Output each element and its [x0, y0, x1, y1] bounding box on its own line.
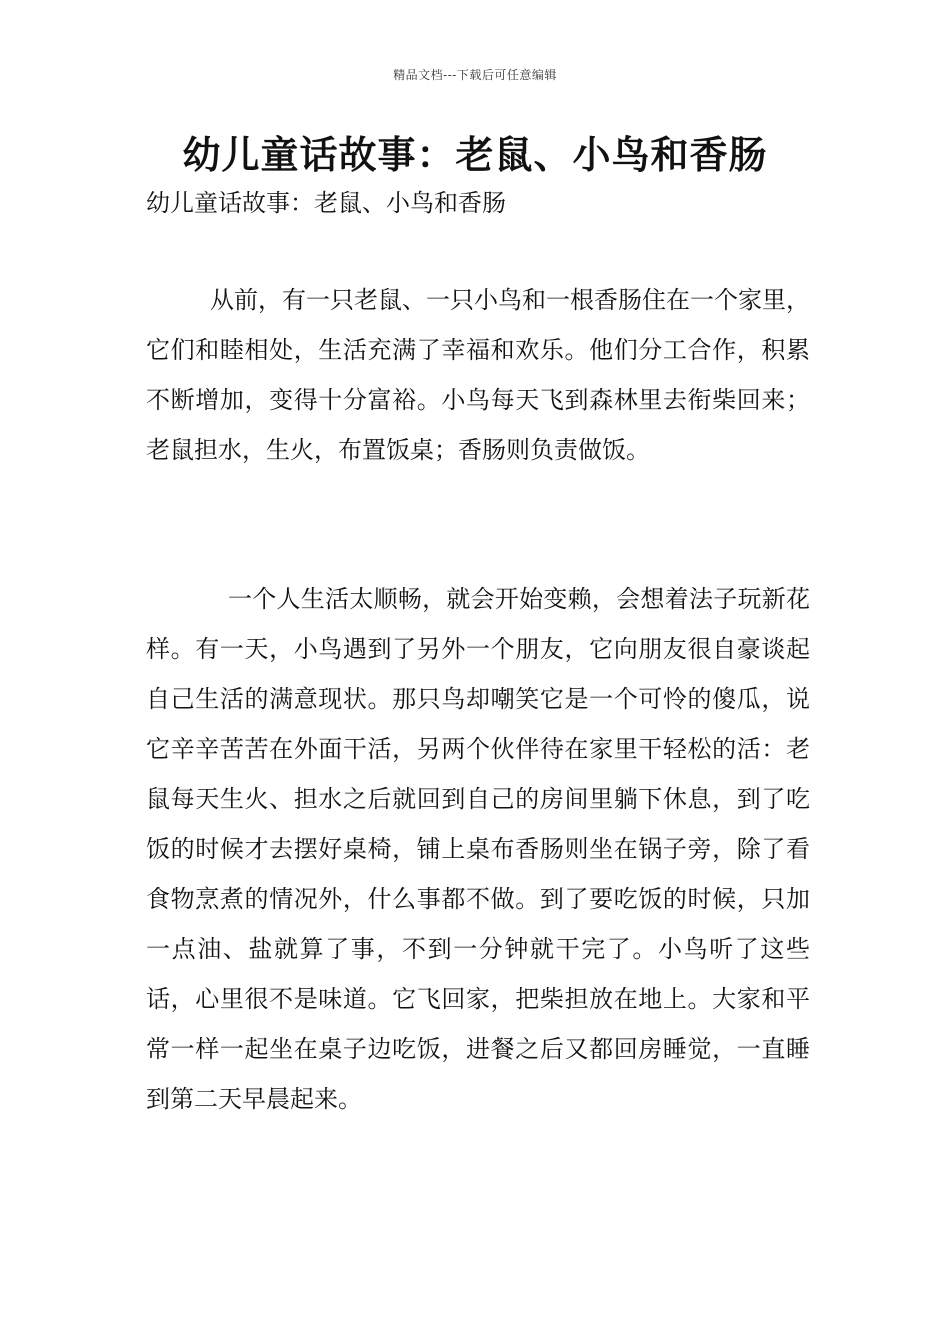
- page-title: 幼儿童话故事：老鼠、小鸟和香肠: [182, 133, 768, 177]
- paragraph-2: 一个人生活太顺畅，就会开始变赖，会想着法子玩新花样。有一天，小鸟遇到了另外一个朋友，它向朋友很自豪谈起自己生活的满意现状。那只鸟却嘲笑它是一个可怜的傻瓜，说它辛辛苦苦在外面干活，另两个伙伴待在家里干轻松的活：老鼠每天生火、担水之后就回到自己的房间里躺下休息，到了吃饭的时候才去摆好桌椅，铺上桌布香肠则坐在锅子旁，除了看食物烹煮的情况外，什么事都不做。到了要吃饭的时候，只加一点油、盐就算了事，不到一分钟就干完了。小鸟听了这些话，心里很不是味道。它飞回家，把柴担放在地上。大家和平常一样一起坐在桌子边吃饭，进餐之后又都回房睡觉，一直睡到第二天早晨起来。: [146, 585, 810, 1113]
- subtitle: 幼儿童话故事：老鼠、小鸟和香肠: [146, 189, 506, 217]
- paragraph-1: 从前，有一只老鼠、一只小鸟和一根香肠住在一个家里，它们和睦相处，生活充满了幸福和欢乐。他们分工合作，积累不断增加，变得十分富裕。小鸟每天飞到森林里去衔柴回来；老鼠担水，生火，布置饭桌；香肠则负责做饭。: [146, 286, 810, 464]
- header-note: 精品文档---下载后可任意编辑: [393, 68, 557, 82]
